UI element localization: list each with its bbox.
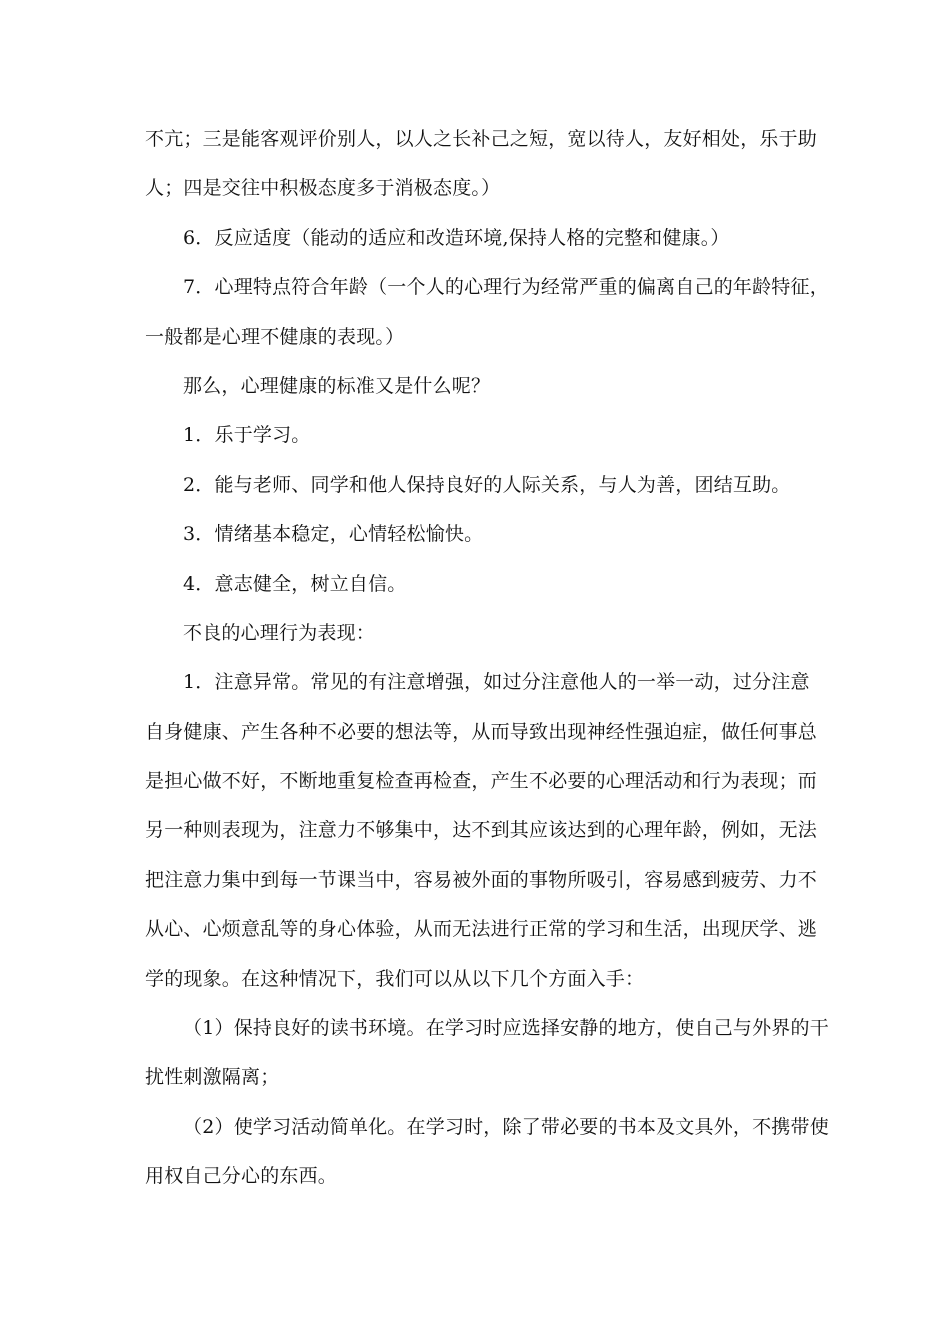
question-heading: 那么，心理健康的标准又是什么呢？ xyxy=(183,374,491,397)
section-heading: 不良的心理行为表现： xyxy=(183,621,376,644)
list-item-text: 6．反应适度（能动的适应和改造环境,保持人格的完整和健康。） xyxy=(183,226,730,249)
text-line: 学的现象。在这种情况下，我们可以从以下几个方面入手： xyxy=(145,967,645,990)
text-line: 把注意力集中到每一节课当中，容易被外面的事物所吸引，容易感到疲劳、力不 xyxy=(145,868,818,891)
text-line: 扰性刺激隔离； xyxy=(145,1066,280,1089)
list-item-text: 4．意志健全，树立自信。 xyxy=(183,572,407,595)
text-line: 是担心做不好，不断地重复检查再检查，产生不必要的心理活动和行为表现；而 xyxy=(145,770,818,793)
list-item-text: 1．注意异常。常见的有注意增强，如过分注意他人的一举一动，过分注意 xyxy=(183,671,810,694)
text-line: 另一种则表现为，注意力不够集中，达不到其应该达到的心理年龄，例如，无法 xyxy=(145,819,818,842)
document-page xyxy=(145,115,829,1202)
list-item-text: 7．心理特点符合年龄（一个人的心理行为经常严重的偏离自己的年龄特征， xyxy=(183,276,829,299)
text-line: 从心、心烦意乱等的身心体验，从而无法进行正常的学习和生活，出现厌学、逃 xyxy=(145,918,818,941)
text-line: 自身健康、产生各种不必要的想法等，从而导致出现神经性强迫症，做任何事总 xyxy=(145,720,818,743)
text-line: 用权自己分心的东西。 xyxy=(145,1165,338,1188)
list-item-text: （2）使学习活动简单化。在学习时，除了带必要的书本及文具外，不携带使 xyxy=(183,1115,829,1138)
list-item-text: 3．情绪基本稳定，心情轻松愉快。 xyxy=(183,523,484,546)
text-line: 一般都是心理不健康的表现。） xyxy=(145,325,405,348)
list-item-text: 1．乐于学习。 xyxy=(183,424,311,447)
list-item-text: （1）保持良好的读书环境。在学习时应选择安静的地方，使自己与外界的干 xyxy=(183,1017,829,1040)
text-line: 不亢；三是能客观评价别人，以人之长补己之短，宽以待人，友好相处，乐于助 xyxy=(145,128,818,150)
list-item-text: 2．能与老师、同学和他人保持良好的人际关系，与人为善，团结互助。 xyxy=(183,473,791,496)
text-line: 人；四是交往中积极态度多于消极态度。） xyxy=(145,177,501,200)
